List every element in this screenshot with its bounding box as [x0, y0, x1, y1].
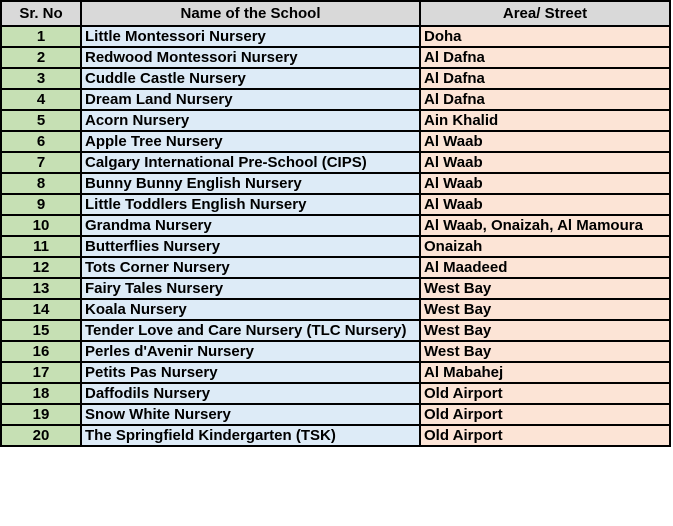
cell-sr-no[interactable]: 8 — [1, 173, 81, 194]
cell-school-name[interactable]: Fairy Tales Nursery — [81, 278, 420, 299]
cell-school-name[interactable]: Petits Pas Nursery — [81, 362, 420, 383]
cell-sr-no[interactable]: 2 — [1, 47, 81, 68]
table-row — [1, 425, 670, 446]
cell-area-street[interactable]: Al Mabahej — [420, 362, 670, 383]
table-row — [1, 404, 670, 425]
cell-sr-no[interactable]: 7 — [1, 152, 81, 173]
cell-school-name[interactable]: Daffodils Nursery — [81, 383, 420, 404]
cell-sr-no[interactable]: 10 — [1, 215, 81, 236]
cell-school-name[interactable]: Butterflies Nursery — [81, 236, 420, 257]
table-row — [1, 68, 670, 89]
header-sr-no[interactable]: Sr. No — [1, 1, 81, 26]
cell-area-street[interactable]: Onaizah — [420, 236, 670, 257]
table-row — [1, 299, 670, 320]
cell-school-name[interactable]: Cuddle Castle Nursery — [81, 68, 420, 89]
cell-area-street[interactable]: West Bay — [420, 299, 670, 320]
cell-school-name[interactable]: Tender Love and Care Nursery (TLC Nursery) — [81, 320, 420, 341]
cell-area-street[interactable]: Old Airport — [420, 425, 670, 446]
table-row — [1, 26, 670, 47]
cell-area-street[interactable]: West Bay — [420, 278, 670, 299]
cell-school-name[interactable]: Dream Land Nursery — [81, 89, 420, 110]
table-row — [1, 362, 670, 383]
cell-sr-no[interactable]: 6 — [1, 131, 81, 152]
cell-sr-no[interactable]: 9 — [1, 194, 81, 215]
table-row — [1, 110, 670, 131]
table-row — [1, 320, 670, 341]
cell-school-name[interactable]: Little Montessori Nursery — [81, 26, 420, 47]
cell-area-street[interactable]: Al Dafna — [420, 47, 670, 68]
header-area-street[interactable]: Area/ Street — [420, 1, 670, 26]
cell-sr-no[interactable]: 17 — [1, 362, 81, 383]
cell-area-street[interactable]: Old Airport — [420, 383, 670, 404]
cell-area-street[interactable]: Al Waab, Onaizah, Al Mamoura — [420, 215, 670, 236]
cell-area-street[interactable]: Ain Khalid — [420, 110, 670, 131]
cell-sr-no[interactable]: 5 — [1, 110, 81, 131]
table-row — [1, 89, 670, 110]
table-row — [1, 278, 670, 299]
cell-sr-no[interactable]: 1 — [1, 26, 81, 47]
header-school-name[interactable]: Name of the School — [81, 1, 420, 26]
cell-sr-no[interactable]: 3 — [1, 68, 81, 89]
cell-sr-no[interactable]: 13 — [1, 278, 81, 299]
cell-sr-no[interactable]: 14 — [1, 299, 81, 320]
cell-school-name[interactable]: Redwood Montessori Nursery — [81, 47, 420, 68]
table-row — [1, 194, 670, 215]
cell-sr-no[interactable]: 19 — [1, 404, 81, 425]
cell-sr-no[interactable]: 15 — [1, 320, 81, 341]
cell-school-name[interactable]: Little Toddlers English Nursery — [81, 194, 420, 215]
cell-sr-no[interactable]: 4 — [1, 89, 81, 110]
table-row — [1, 173, 670, 194]
cell-area-street[interactable]: West Bay — [420, 320, 670, 341]
cell-area-street[interactable]: Al Waab — [420, 152, 670, 173]
cell-school-name[interactable]: Grandma Nursery — [81, 215, 420, 236]
cell-sr-no[interactable]: 11 — [1, 236, 81, 257]
table-row — [1, 383, 670, 404]
cell-area-street[interactable]: Al Dafna — [420, 68, 670, 89]
table-row — [1, 152, 670, 173]
cell-school-name[interactable]: Koala Nursery — [81, 299, 420, 320]
cell-school-name[interactable]: The Springfield Kindergarten (TSK) — [81, 425, 420, 446]
cell-area-street[interactable]: Al Dafna — [420, 89, 670, 110]
table-header-row — [1, 1, 670, 26]
cell-school-name[interactable]: Tots Corner Nursery — [81, 257, 420, 278]
table-row — [1, 257, 670, 278]
table-row — [1, 341, 670, 362]
table-row — [1, 131, 670, 152]
cell-school-name[interactable]: Acorn Nursery — [81, 110, 420, 131]
cell-school-name[interactable]: Apple Tree Nursery — [81, 131, 420, 152]
cell-area-street[interactable]: Al Maadeed — [420, 257, 670, 278]
table-row — [1, 47, 670, 68]
cell-sr-no[interactable]: 18 — [1, 383, 81, 404]
cell-area-street[interactable]: Doha — [420, 26, 670, 47]
cell-area-street[interactable]: West Bay — [420, 341, 670, 362]
cell-school-name[interactable]: Snow White Nursery — [81, 404, 420, 425]
cell-area-street[interactable]: Al Waab — [420, 194, 670, 215]
cell-school-name[interactable]: Perles d'Avenir Nursery — [81, 341, 420, 362]
table-body — [1, 26, 670, 446]
cell-area-street[interactable]: Old Airport — [420, 404, 670, 425]
cell-sr-no[interactable]: 16 — [1, 341, 81, 362]
cell-area-street[interactable]: Al Waab — [420, 131, 670, 152]
cell-school-name[interactable]: Bunny Bunny English Nursery — [81, 173, 420, 194]
cell-area-street[interactable]: Al Waab — [420, 173, 670, 194]
cell-school-name[interactable]: Calgary International Pre-School (CIPS) — [81, 152, 420, 173]
table-row — [1, 236, 670, 257]
cell-sr-no[interactable]: 12 — [1, 257, 81, 278]
table-row — [1, 215, 670, 236]
cell-sr-no[interactable]: 20 — [1, 425, 81, 446]
